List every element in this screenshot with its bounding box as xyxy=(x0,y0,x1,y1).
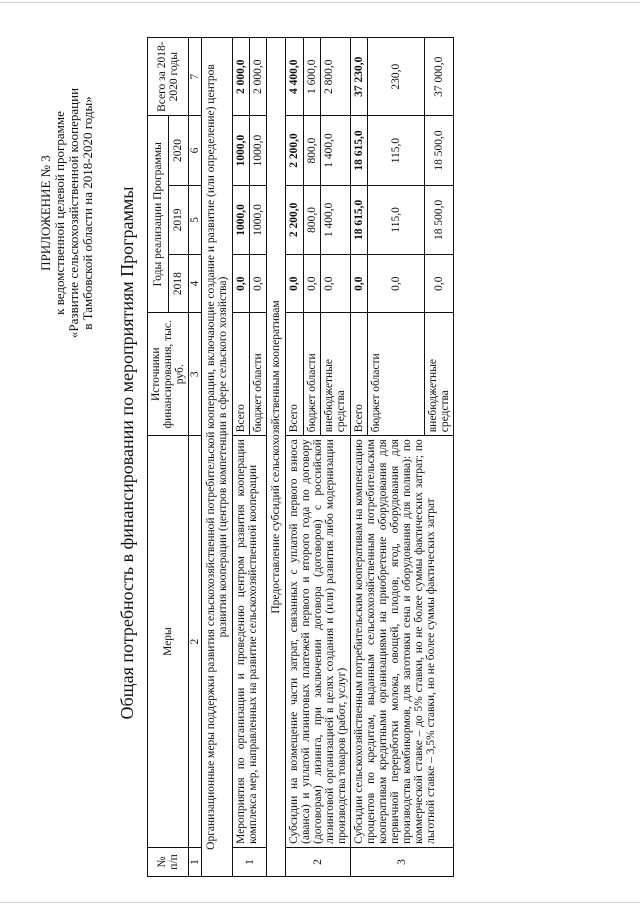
value-cell: 1 600,0 xyxy=(303,37,321,115)
col-header-2019: 2019 xyxy=(168,185,189,254)
table-row xyxy=(351,37,368,876)
value-cell: 0,0 xyxy=(250,254,267,312)
section-row xyxy=(267,37,286,876)
col-header-total: Всего за 2018-2020 годы xyxy=(148,37,189,115)
source-cell: бюджет области xyxy=(250,312,267,435)
source-cell: Всего xyxy=(233,312,250,435)
value-cell: 800,0 xyxy=(303,185,321,254)
colnum: 5 xyxy=(189,185,202,254)
value-cell: 2 000,0 xyxy=(250,37,267,115)
value-cell: 4 400,0 xyxy=(286,37,304,115)
colnum: 3 xyxy=(189,312,202,435)
value-cell: 230,0 xyxy=(368,37,425,115)
rotated-page xyxy=(25,13,615,893)
value-cell: 18 615,0 xyxy=(351,185,368,254)
value-cell: 0,0 xyxy=(425,254,454,312)
colnum: 6 xyxy=(189,115,202,184)
section-heading-1: Организационные меры поддержки развития сельскохозяйственной потребительской кооперации, включающие создание и развитие (или определение) центров развития кооперации (центров компетенции в сфере сельского хозяйства) xyxy=(202,37,233,876)
appendix-line-1: к ведомственной целевой программе xyxy=(52,110,67,315)
value-cell: 37 000,0 xyxy=(425,37,454,115)
colnum: 2 xyxy=(189,435,202,847)
value-cell: 0,0 xyxy=(303,254,321,312)
appendix-line-3: в Тамбовской области на 2018-2020 годы» xyxy=(80,95,95,330)
value-cell: 2 200,0 xyxy=(286,115,304,184)
col-header-sources: Источники финансирования, тыс. руб. xyxy=(148,312,189,435)
value-cell: 2 000,0 xyxy=(233,37,250,115)
measure-text: Субсидии сельскохозяйственным потребительским кооперативам на компенсацию процентов по кредитам, выданным сельскохозяйственным потребительским кооперативам кредитными организациями на приобретение оборудования для первичной переработки молока, овощей, плодов, ягод, оборудования для производства комбикормов, для заготовки сена и оборудования для полива): по коммерческой ставке – до 5% ставки, но не более суммы фактических затрат; по льготной ставке – 3,5% ставки, но не более суммы фактических затрат xyxy=(351,435,454,847)
page-title: Общая потребность в финансировании по мероприятиям Программы xyxy=(117,186,137,719)
value-cell: 1000,0 xyxy=(250,185,267,254)
col-header-2020: 2020 xyxy=(168,115,189,184)
value-cell: 18 500,0 xyxy=(425,185,454,254)
value-cell: 2 200,0 xyxy=(286,185,304,254)
colnum: 7 xyxy=(189,37,202,115)
financing-table xyxy=(147,37,454,877)
section-row xyxy=(202,37,233,876)
source-cell: Всего xyxy=(351,312,368,435)
source-cell: внебюджетные средства xyxy=(425,312,454,435)
value-cell: 800,0 xyxy=(303,115,321,184)
value-cell: 1 400,0 xyxy=(321,115,351,184)
row-number: 2 xyxy=(286,847,351,876)
value-cell: 0,0 xyxy=(368,254,425,312)
value-cell: 37 230,0 xyxy=(351,37,368,115)
value-cell: 1000,0 xyxy=(233,115,250,184)
value-cell: 0,0 xyxy=(321,254,351,312)
source-cell: бюджет области xyxy=(368,312,425,435)
value-cell: 0,0 xyxy=(351,254,368,312)
value-cell: 1000,0 xyxy=(250,115,267,184)
value-cell: 18 615,0 xyxy=(351,115,368,184)
col-header-measures: Меры xyxy=(148,435,189,847)
col-header-2018: 2018 xyxy=(168,254,189,312)
value-cell: 2 800,0 xyxy=(321,37,351,115)
value-cell: 18 500,0 xyxy=(425,115,454,184)
value-cell: 115,0 xyxy=(368,185,425,254)
value-cell: 1000,0 xyxy=(233,185,250,254)
source-cell: бюджет области xyxy=(303,312,321,435)
source-cell: внебюджетные средства xyxy=(321,312,351,435)
row-number: 3 xyxy=(351,847,454,876)
measure-text: Мероприятия по организации и проведению центром развития кооперации комплекса мер, направленных на развитие сельскохозяйственной кооперации xyxy=(233,435,267,847)
appendix-header xyxy=(39,33,95,393)
appendix-title: ПРИЛОЖЕНИЕ № 3 xyxy=(38,154,53,271)
value-cell: 1 400,0 xyxy=(321,185,351,254)
table-row xyxy=(286,37,304,876)
col-header-num: № п/п xyxy=(148,847,189,876)
source-cell: Всего xyxy=(286,312,304,435)
colnum: 1 xyxy=(189,847,202,876)
column-numbers-row xyxy=(189,37,202,876)
appendix-line-2: «Развитие сельскохозяйственной кооперации xyxy=(66,87,81,338)
section-heading-2: Предоставление субсидий сельскохозяйственным кооперативам xyxy=(267,37,286,876)
value-cell: 0,0 xyxy=(233,254,250,312)
row-number: 1 xyxy=(233,847,267,876)
value-cell: 0,0 xyxy=(286,254,304,312)
colnum: 4 xyxy=(189,254,202,312)
table-row xyxy=(233,37,250,876)
measure-text: Субсидии на возмещение части затрат, связанных с уплатой первого взноса (аванса) и уплатой лизинговых платежей первого и второго года по договору (договорам) лизинга, при заключении договора (договоров) с российской лизинговой организацией в целях создания и (или) развития либо модернизации производства товаров (работ, услуг) xyxy=(286,435,351,847)
col-header-years: Годы реализации Программы xyxy=(148,115,169,312)
value-cell: 115,0 xyxy=(368,115,425,184)
